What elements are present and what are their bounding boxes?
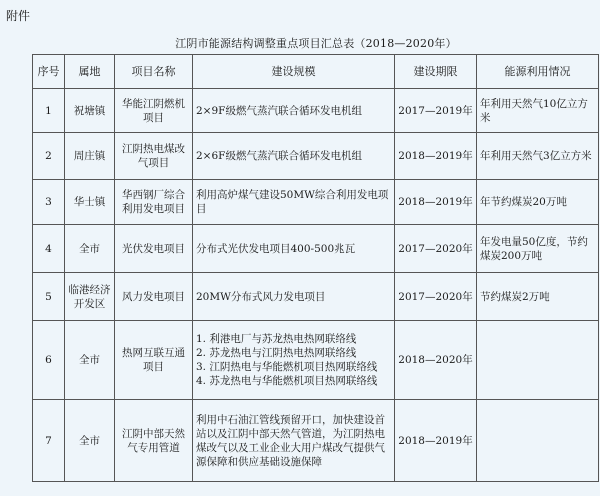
row-period: 2017—2020年 xyxy=(395,273,477,321)
row-energy: 年利用天然气3亿立方米 xyxy=(477,133,599,180)
scale-item: 2. 苏龙热电与江阴热电热网联络线 xyxy=(196,347,357,359)
row-scale: 分布式光伏发电项目400-500兆瓦 xyxy=(193,225,395,273)
row-no: 1 xyxy=(33,89,65,133)
row-period: 2017—2019年 xyxy=(395,89,477,133)
table-row xyxy=(33,133,599,180)
row-name: 光伏发电项目 xyxy=(115,225,193,273)
scale-item: 4. 苏龙热电与华能燃机项目热网联络线 xyxy=(196,375,378,387)
table-row xyxy=(33,273,599,321)
header-energy: 能源利用情况 xyxy=(477,55,599,89)
row-place: 祝塘镇 xyxy=(65,89,115,133)
table-row xyxy=(33,180,599,225)
row-period: 2018—2019年 xyxy=(395,180,477,225)
row-place: 全市 xyxy=(65,225,115,273)
row-energy: 年节约煤炭20万吨 xyxy=(477,180,599,225)
row-no: 7 xyxy=(33,400,65,482)
row-no: 4 xyxy=(33,225,65,273)
header-name: 项目名称 xyxy=(115,55,193,89)
row-energy xyxy=(477,321,599,400)
header-place: 属地 xyxy=(65,55,115,89)
header-scale: 建设规模 xyxy=(193,55,395,89)
table-row xyxy=(33,225,599,273)
row-energy: 年利用天然气10亿立方米 xyxy=(477,89,599,133)
row-scale: 利用中石油江管线预留开口，加快建设首站以及江阴中部天然气管道，为江阴热电煤改气以及工业企业大用户煤改气提供气源保障和供应基础设施保障 xyxy=(193,400,395,482)
row-scale-list xyxy=(193,321,395,400)
project-table xyxy=(32,54,599,482)
row-name: 江阴热电煤改气项目 xyxy=(115,133,193,180)
row-name: 热网互联互通项目 xyxy=(115,321,193,400)
header-no: 序号 xyxy=(33,55,65,89)
table-row xyxy=(33,89,599,133)
row-place: 全市 xyxy=(65,400,115,482)
table-title: 江阴市能源结构调整重点项目汇总表（2018—2020年） xyxy=(175,37,457,50)
row-name: 华能江阴燃机项目 xyxy=(115,89,193,133)
attachment-label: 附件 xyxy=(6,9,31,23)
row-place: 周庄镇 xyxy=(65,133,115,180)
row-period: 2018—2019年 xyxy=(395,400,477,482)
row-name: 华西钢厂综合利用发电项目 xyxy=(115,180,193,225)
table-row xyxy=(33,321,599,400)
row-scale: 2×6F级燃气蒸汽联合循环发电机组 xyxy=(193,133,395,180)
header-row xyxy=(33,55,599,89)
row-scale: 20MW分布式风力发电项目 xyxy=(193,273,395,321)
row-place: 全市 xyxy=(65,321,115,400)
row-energy xyxy=(477,400,599,482)
row-scale: 2×9F级燃气蒸汽联合循环发电机组 xyxy=(193,89,395,133)
scale-item: 3. 江阴热电与华能燃机项目热网联络线 xyxy=(196,361,378,373)
row-no: 5 xyxy=(33,273,65,321)
row-scale: 利用高炉煤气建设50MW综合利用发电项目 xyxy=(193,180,395,225)
row-place: 华士镇 xyxy=(65,180,115,225)
row-place: 临港经济开发区 xyxy=(65,273,115,321)
row-energy: 节约煤炭2万吨 xyxy=(477,273,599,321)
row-no: 2 xyxy=(33,133,65,180)
row-period: 2018—2020年 xyxy=(395,321,477,400)
row-energy: 年发电量50亿度，节约煤炭200万吨 xyxy=(477,225,599,273)
row-period: 2018—2019年 xyxy=(395,133,477,180)
table-row xyxy=(33,400,599,482)
row-period: 2017—2020年 xyxy=(395,225,477,273)
row-name: 江阴中部天然气专用管道 xyxy=(115,400,193,482)
header-period: 建设期限 xyxy=(395,55,477,89)
row-no: 3 xyxy=(33,180,65,225)
scale-item: 1. 利港电厂与苏龙热电热网联络线 xyxy=(196,333,357,345)
row-no: 6 xyxy=(33,321,65,400)
row-name: 风力发电项目 xyxy=(115,273,193,321)
